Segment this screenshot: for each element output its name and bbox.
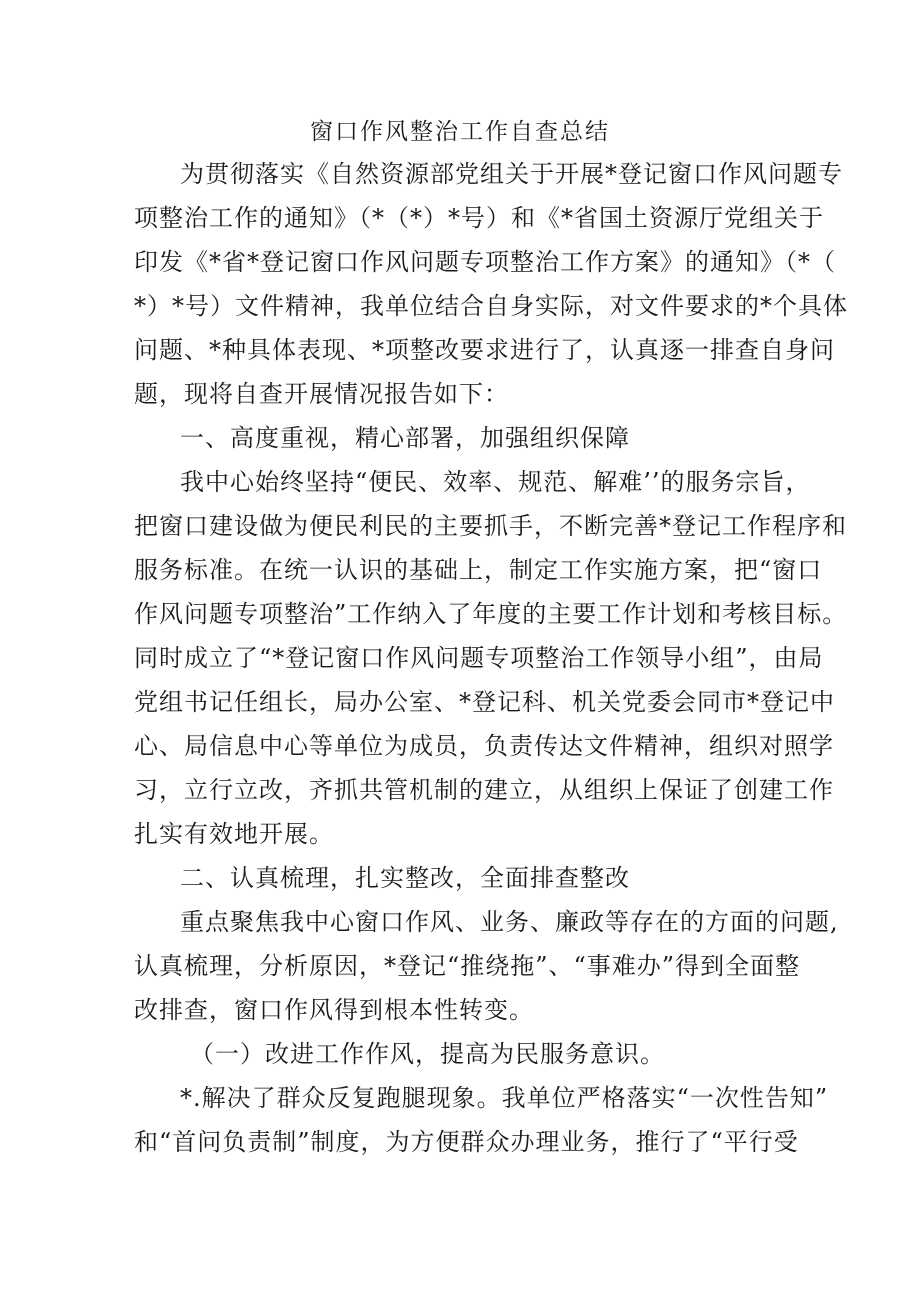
paragraph-line: 印发《*省*登记窗口作风问题专项整治工作方案》的通知》（*（ (134, 248, 836, 276)
paragraph-line: 认真梳理，分析原因，*登记“推绕拖”、“事难办”得到全面整 (134, 952, 801, 980)
paragraph-line: 问题、*种具体表现、*项整改要求进行了，认真逐一排查自身问 (134, 336, 835, 364)
paragraph-line: 项整治工作的通知》（*（*）*号）和《*省国土资源厅党组关于 (134, 204, 824, 232)
paragraph-line: 心、局信息中心等单位为成员，负责传达文件精神，组织对照学 (134, 732, 834, 760)
paragraph-line: 党组书记任组长，局办公室、*登记科、机关党委会同市*登记中 (134, 688, 835, 716)
paragraph-line: *.解决了群众反复跑腿现象。我单位严格落实“一次性告知” (180, 1084, 829, 1112)
paragraph-line: 把窗口建设做为便民利民的主要抓手，不断完善*登记工作程序和 (134, 512, 847, 540)
section-heading: 一、高度重视，精心部署，加强组织保障 (180, 424, 630, 452)
subsection-heading: （一）改进工作作风，提高为民服务意识。 (190, 1040, 665, 1068)
paragraph-line: 同时成立了“*登记窗口作风问题专项整治工作领导小组”，由局 (134, 644, 824, 672)
paragraph-line: 服务标准。在统一认识的基础上，制定工作实施方案，把“窗口 (134, 556, 823, 584)
paragraph-line: 我中心始终坚持“便民、效率、规范、解难’’的服务宗旨， (180, 468, 811, 496)
document-title: 窗口作风整治工作自查总结 (310, 119, 610, 145)
paragraph-line: 重点聚焦我中心窗口作风、业务、廉政等存在的方面的问题, (180, 908, 839, 936)
paragraph-line: 题，现将自查开展情况报告如下： (134, 380, 509, 408)
section-heading: 二、认真梳理，扎实整改，全面排查整改 (180, 864, 630, 892)
paragraph-line: *）*号）文件精神，我单位结合自身实际，对文件要求的*个具体 (134, 292, 848, 320)
paragraph-line: 习，立行立改，齐抓共管机制的建立，从组织上保证了创建工作 (134, 776, 834, 804)
paragraph-line: 为贯彻落实《自然资源部党组关于开展*登记窗口作风问题专 (180, 160, 843, 188)
paragraph-line: 和“首问负责制”制度，为方便群众办理业务，推行了“平行受 (134, 1128, 799, 1156)
paragraph-line: 改排查，窗口作风得到根本性转变。 (134, 996, 534, 1024)
paragraph-line: 作风问题专项整治”工作纳入了年度的主要工作计划和考核目标。 (134, 600, 848, 628)
paragraph-line: 扎实有效地开展。 (134, 820, 334, 848)
